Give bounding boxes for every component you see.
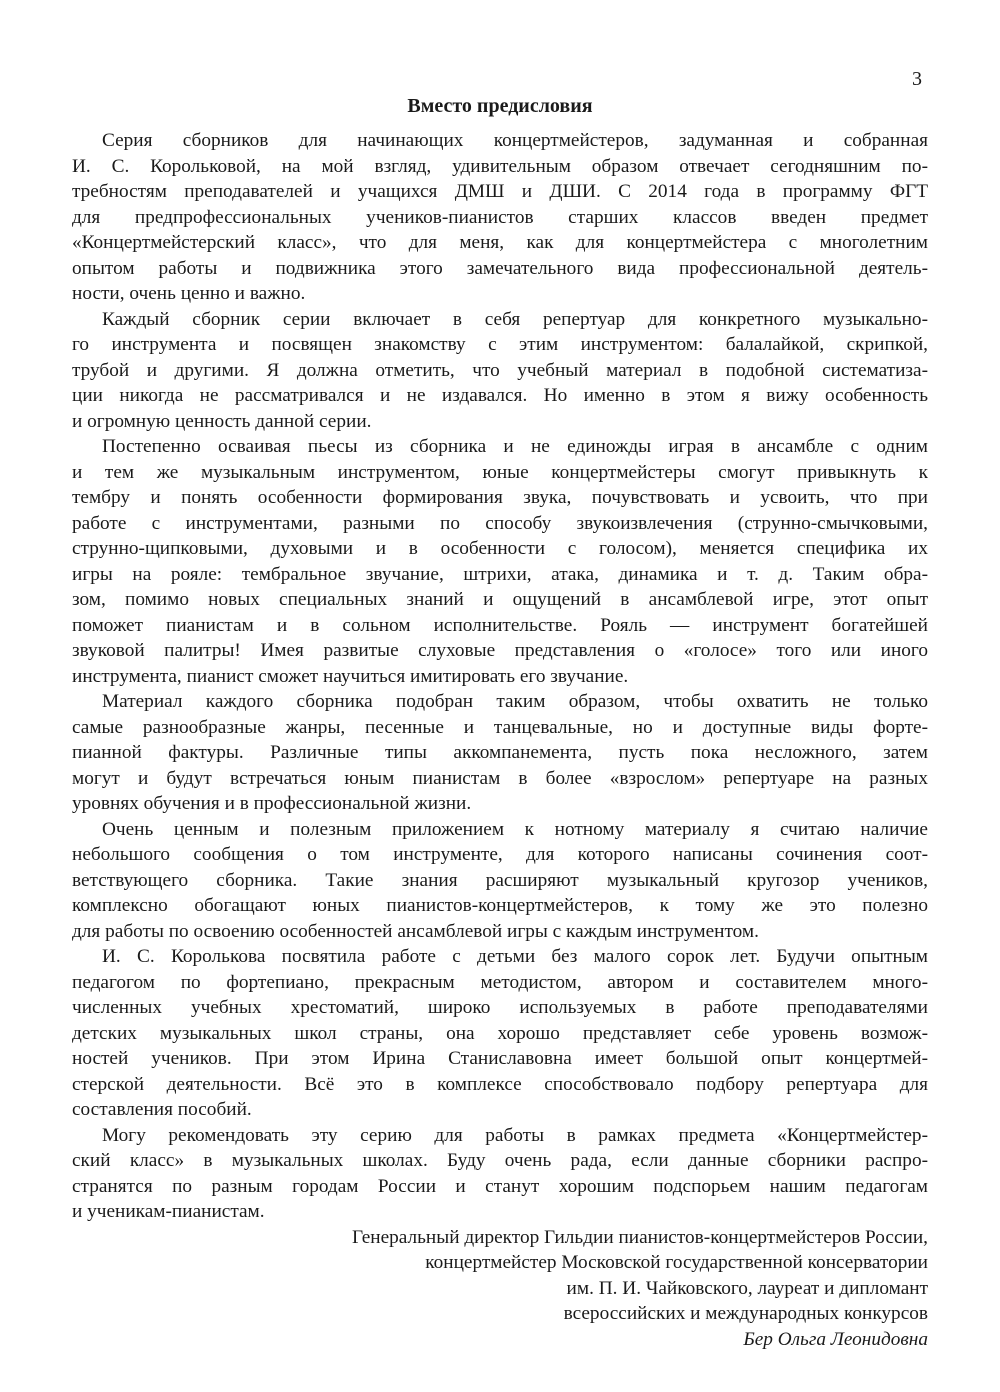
text-line: Материал каждого сборника подобран таким образом, чтобы охватить не только xyxy=(102,691,928,712)
text-line: и огромную ценность данной серии. xyxy=(72,410,372,432)
text-line: И. С. Королькова посвятила работе с детьми без малого сорок лет. Будучи опытным xyxy=(102,946,928,967)
text-line: игры на рояле: тембральное звучание, штрихи, атака, динамика и т. д. Таким обра- xyxy=(72,563,928,585)
text-line: ностей учеников. При этом Ирина Станиславовна имеет большой опыт концертмей- xyxy=(72,1048,928,1069)
text-line: и ученикам-пианистам. xyxy=(72,1201,265,1222)
text-line: инструмента, пианист сможет научиться имитировать его звучание. xyxy=(72,665,629,687)
text-line: «Концертмейстерский класс», что для меня, как для концертмейстера с многолетним xyxy=(72,232,928,253)
text-line: педагогом по фортепиано, прекрасным методистом, автором и составителем много- xyxy=(72,971,928,993)
text-line: самые разнообразные жанры, песенные и танцевальные, но и доступные виды форте- xyxy=(72,716,928,738)
text-line: составления пособий. xyxy=(72,1099,252,1120)
text-line: могут и будут встречаться юным пианистам в более «взрослом» репертуаре на разных xyxy=(72,767,928,789)
text-line: уровнях обучения и в профессиональной жизни. xyxy=(72,793,472,814)
page-title: Вместо предисловия xyxy=(407,95,593,117)
paragraph xyxy=(72,944,928,1123)
text-line: небольшого сообщения о том инструменте, для которого написаны сочинения соот- xyxy=(72,844,928,865)
text-line: работе с инструментами, разными по способу звукоизвлечения (струнно-смычковыми, xyxy=(72,512,928,534)
page-number: 3 xyxy=(912,68,922,90)
signature-line: Генеральный директор Гильдии пианистов-концертмейстеров России, xyxy=(352,1226,928,1248)
text-line: комплексно обогащают юных пианистов-концертмейстеров, к тому же это полезно xyxy=(72,895,928,916)
text-line: поможет пианистам и в сольном исполнительстве. Рояль — инструмент богатейшей xyxy=(72,614,928,636)
paragraph xyxy=(72,817,928,945)
text-line: ности, очень ценно и важно. xyxy=(72,283,306,304)
signature-block xyxy=(72,1225,928,1353)
paragraph xyxy=(72,1123,928,1225)
paragraph xyxy=(72,434,928,689)
paragraph xyxy=(72,689,928,817)
text-line: И. С. Корольковой, на мой взгляд, удивительным образом отвечает сегодняшним по- xyxy=(72,155,928,177)
signature-name: Бер Ольга Леонидовна xyxy=(743,1328,928,1350)
text-line: детских музыкальных школ страны, она хорошо представляет себе уровень возмож- xyxy=(72,1022,928,1044)
text-line: численных учебных хрестоматий, широко используемых в работе преподавателями xyxy=(72,997,928,1018)
text-line: зом, помимо новых специальных знаний и ощущений в ансамблевой игре, этот опыт xyxy=(72,589,928,610)
text-line: го инструмента и посвящен знакомству с этим инструментом: балалайкой, скрипкой, xyxy=(72,334,928,355)
signature-line: концертмейстер Московской государственной консерватории xyxy=(425,1252,928,1273)
text-line: стерской деятельности. Всё это в комплексе способствовало подбору репертуара для xyxy=(72,1073,928,1095)
text-line: для работы по освоению особенностей ансамблевой игры с каждым инструментом. xyxy=(72,920,759,942)
text-line: ветствующего сборника. Такие знания расширяют музыкальный кругозор учеников, xyxy=(72,869,928,891)
paragraphs xyxy=(72,128,928,1225)
text-line: Серия сборников для начинающих концертмейстеров, задуманная и собранная xyxy=(102,130,928,151)
text-line: струнно-щипковыми, духовыми и в особенности с голосом), меняется специфика их xyxy=(72,538,928,559)
signature-line: им. П. И. Чайковского, лауреат и дипломант xyxy=(566,1277,928,1299)
text-line: пианной фактуры. Различные типы аккомпанемента, пусть пока несложного, затем xyxy=(72,742,928,763)
text-line: звуковой палитры! Имея развитые слуховые представления о «голосе» того или иного xyxy=(72,640,928,661)
text-line: для предпрофессиональных учеников-пианистов старших классов введен предмет xyxy=(72,206,928,228)
text-line: требностям преподавателей и учащихся ДМШ и ДШИ. С 2014 года в программу ФГТ xyxy=(72,181,928,202)
text-line: тембру и понять особенности формирования звука, почувствовать и усвоить, что при xyxy=(72,487,928,508)
text-line: странятся по разным городам России и станут хорошим подспорьем нашим педагогам xyxy=(72,1175,928,1197)
text-line: Каждый сборник серии включает в себя репертуар для конкретного музыкально- xyxy=(102,308,928,330)
signature-line: всероссийских и международных конкурсов xyxy=(563,1303,928,1324)
text-line: ский класс» в музыкальных школах. Буду очень рада, если данные сборники распро- xyxy=(72,1150,928,1171)
document-body xyxy=(72,128,928,1352)
text-line: и тем же музыкальным инструментом, юные концертмейстеры смогут привыкнуть к xyxy=(72,461,928,483)
text-line: трубой и другими. Я должна отметить, что учебный материал в подобной систематиза- xyxy=(72,359,928,381)
text-line: Могу рекомендовать эту серию для работы в рамках предмета «Концертмейстер- xyxy=(102,1124,928,1146)
paragraph xyxy=(72,307,928,435)
text-line: опытом работы и подвижника этого замечательного вида профессиональной деятель- xyxy=(72,257,928,279)
text-line: ции никогда не рассматривался и не издавался. Но именно в этом я вижу особенность xyxy=(72,385,928,406)
text-line: Очень ценным и полезным приложением к нотному материалу я считаю наличие xyxy=(102,818,928,840)
text-line: Постепенно осваивая пьесы из сборника и не единожды играя в ансамбле с одним xyxy=(102,436,928,457)
paragraph xyxy=(72,128,928,307)
